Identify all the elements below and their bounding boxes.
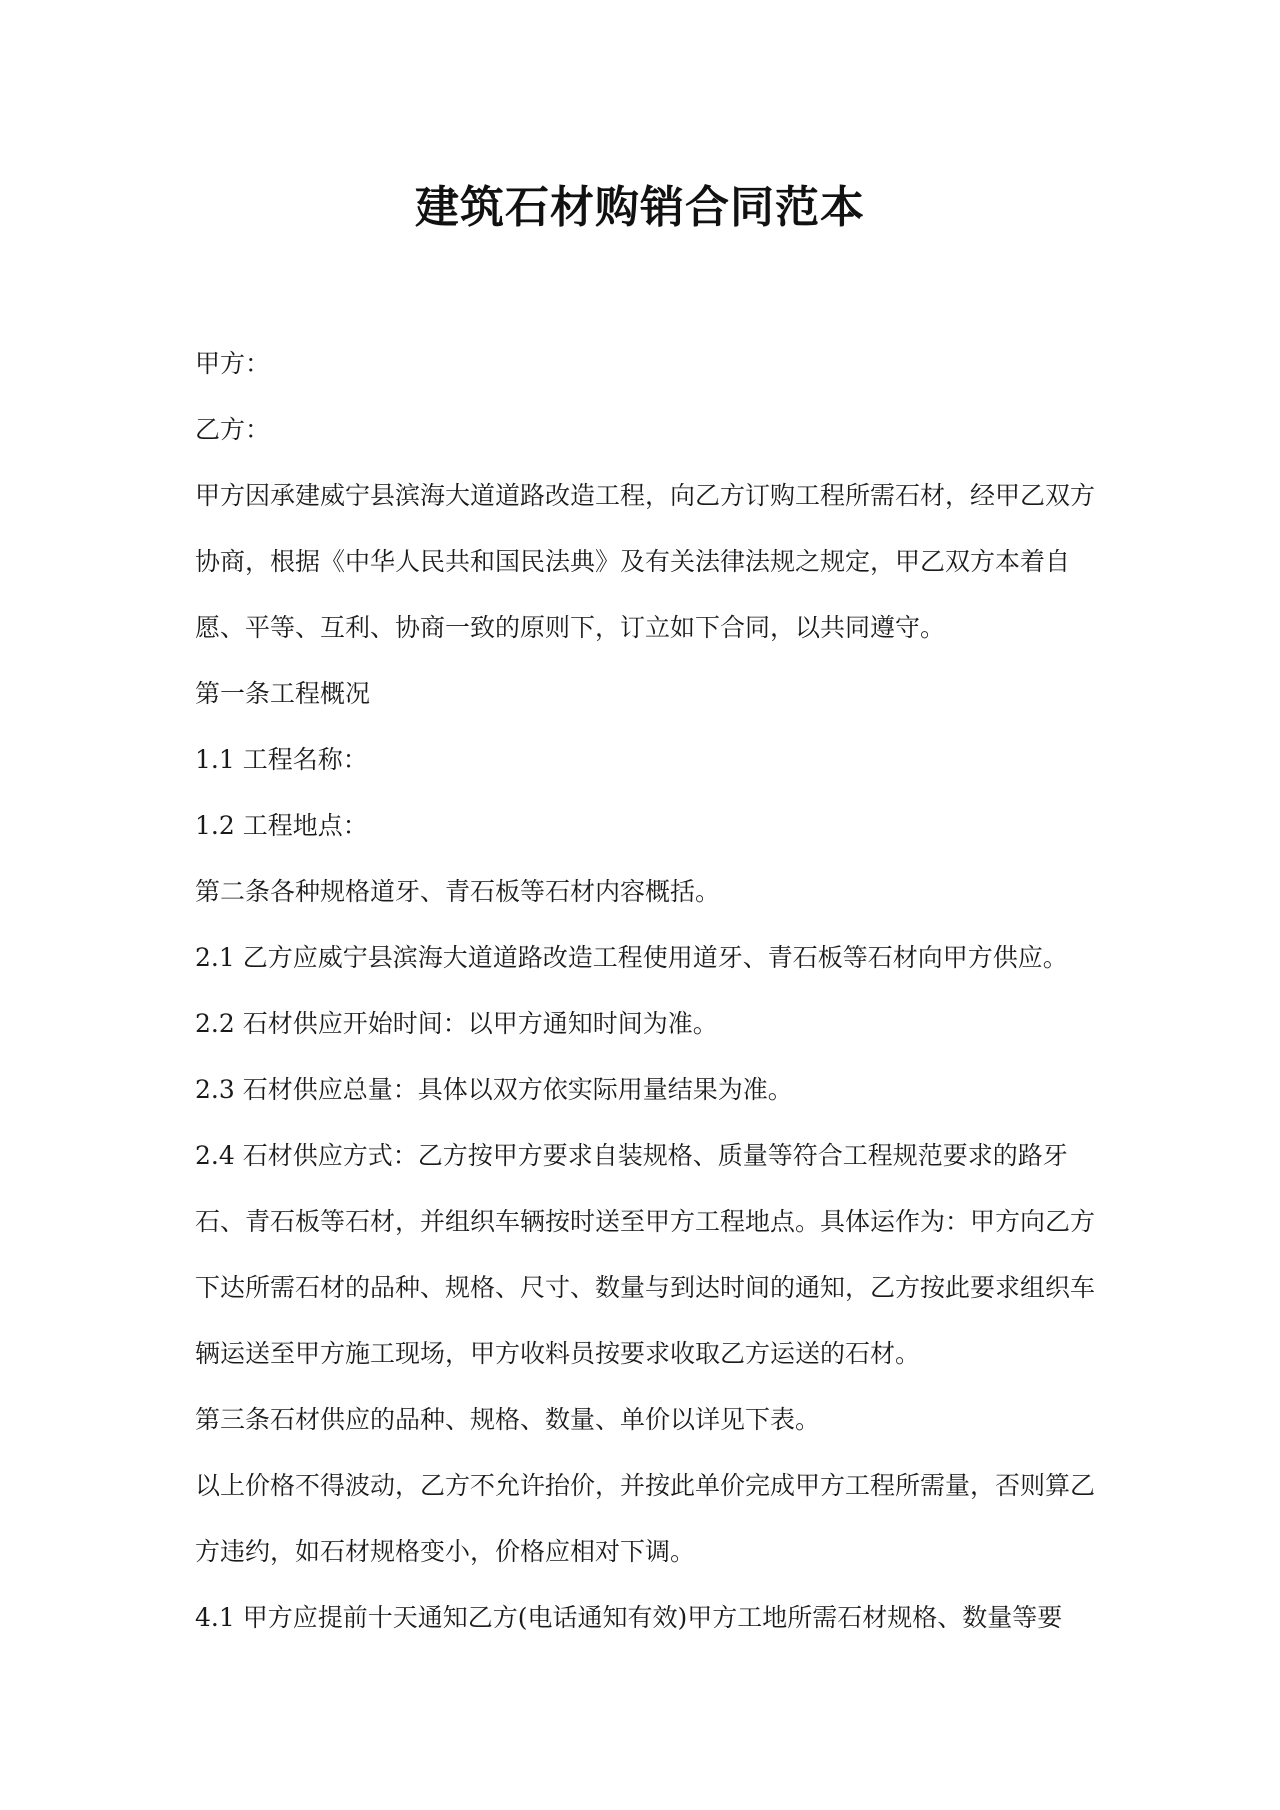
- document-title: 建筑石材购销合同范本: [415, 182, 865, 233]
- party-b-line: 乙方：: [195, 415, 271, 444]
- article-2-heading: 第二条各种规格道牙、青石板等石材内容概括。: [195, 877, 721, 906]
- document-body: [195, 331, 1095, 1651]
- clause-2-2: 2.2 石材供应开始时间：以甲方通知时间为准。: [195, 1009, 718, 1038]
- party-a-line: 甲方：: [195, 349, 271, 378]
- clause-2-1: 2.1 乙方应威宁县滨海大道道路改造工程使用道牙、青石板等石材向甲方供应。: [195, 943, 1068, 972]
- clause-1-2: 1.2 工程地点：: [195, 811, 368, 840]
- clause-2-4: 2.4 石材供应方式：乙方按甲方要求自装规格、质量等符合工程规范要求的路牙石、青石板等石材，并组织车辆按时送至甲方工程地点。具体运作为：甲方向乙方下达所需石材的品种、规格、尺寸、数量与到达时间的通知，乙方按此要求组织车辆运送至甲方施工现场，甲方收料员按要求收取乙方运送的石材。: [195, 1141, 1096, 1368]
- clause-1-1: 1.1 工程名称：: [195, 745, 368, 774]
- preamble-paragraph: 甲方因承建威宁县滨海大道道路改造工程，向乙方订购工程所需石材，经甲乙双方协商，根据《中华人民共和国民法典》及有关法律法规之规定，甲乙双方本着自愿、平等、互利、协商一致的原则下，订立如下合同，以共同遵守。: [195, 481, 1096, 642]
- article-1-heading: 第一条工程概况: [195, 679, 371, 708]
- article-3-heading: 第三条石材供应的品种、规格、数量、单价以详见下表。: [195, 1405, 821, 1434]
- price-terms-paragraph: 以上价格不得波动，乙方不允许抬价，并按此单价完成甲方工程所需量，否则算乙方违约，如石材规格变小，价格应相对下调。: [195, 1471, 1096, 1566]
- clause-4-1: 4.1 甲方应提前十天通知乙方(电话通知有效)甲方工地所需石材规格、数量等要: [195, 1603, 1063, 1632]
- clause-2-3: 2.3 石材供应总量：具体以双方依实际用量结果为准。: [195, 1075, 793, 1104]
